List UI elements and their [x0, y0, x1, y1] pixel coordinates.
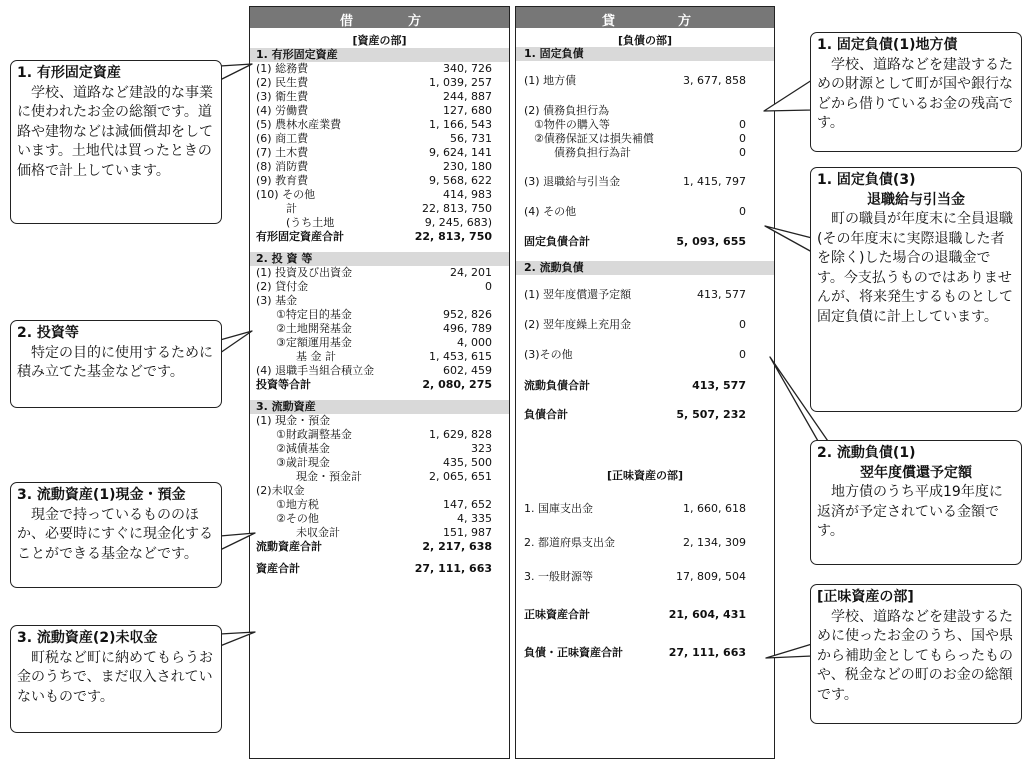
- row-label: 基 金 計: [296, 350, 336, 363]
- row-value: 2, 065, 651: [429, 470, 492, 483]
- row-value: 496, 789: [443, 322, 492, 335]
- row-label: 1. 国庫支出金: [524, 502, 593, 515]
- callout-current-redemption: 2. 流動負債(1) 翌年度償還予定額 地方債のうち平成19年度に返済が予定されている金額です。: [810, 440, 1022, 565]
- row-label: 債務負担行為計: [554, 146, 631, 159]
- row-value: 0: [739, 318, 746, 331]
- row-value: 27, 111, 663: [414, 562, 492, 575]
- row-value: 22, 813, 750: [414, 230, 492, 243]
- row-label: 負債合計: [524, 408, 568, 421]
- row-value: 9, 245, 683): [424, 216, 492, 229]
- row-value: 230, 180: [443, 160, 492, 173]
- row-label: (5) 農林水産業費: [256, 118, 342, 131]
- connector-c5: [764, 80, 812, 111]
- connector-c6: [765, 226, 812, 252]
- row-value: 1, 039, 257: [429, 76, 492, 89]
- row-value: 5, 093, 655: [676, 235, 746, 248]
- row-label: (4) その他: [524, 205, 577, 218]
- row-label: ②その他: [276, 512, 319, 525]
- row-value: 9, 568, 622: [429, 174, 492, 187]
- row-label: 2. 流動負債: [524, 261, 584, 274]
- row-label: (うち土地: [286, 216, 335, 229]
- row-value: 0: [739, 146, 746, 159]
- row-value: 4, 000: [457, 336, 492, 349]
- row-label: (4) 退職手当組合積立金: [256, 364, 375, 377]
- row-value: 5, 507, 232: [676, 408, 746, 421]
- row-value: 3, 677, 858: [683, 74, 746, 87]
- row-value: 2, 080, 275: [422, 378, 492, 391]
- row-value: 435, 500: [443, 456, 492, 469]
- row-label: (3)その他: [524, 348, 573, 361]
- callout-retirement-allowance: 1. 固定負債(3) 退職給与引当金 町の職員が年度末に全員退職(その年度末に実際退職した者を除く)した場合の退職金です。今支払うものではありませんが、将来発生するものとして固定負債に計上しています。: [810, 167, 1022, 412]
- row-label: ③定額運用基金: [276, 336, 352, 349]
- row-value: 0: [739, 118, 746, 131]
- row-value: 952, 826: [443, 308, 492, 321]
- row-value: 127, 680: [443, 104, 492, 117]
- row-value: 244, 887: [443, 90, 492, 103]
- row-value: 413, 577: [692, 379, 746, 392]
- connector-c8: [766, 644, 812, 658]
- row-label: 固定負債合計: [524, 235, 590, 248]
- credit-header-char-2: 方: [678, 14, 692, 29]
- row-value: 1, 453, 615: [429, 350, 492, 363]
- row-label: 未収金計: [296, 526, 340, 539]
- row-label: 2. 都道府県支出金: [524, 536, 615, 549]
- row-value: 414, 983: [443, 188, 492, 201]
- row-label: ②減債基金: [276, 442, 330, 455]
- row-label: (7) 土木費: [256, 146, 309, 159]
- row-label: (9) 教育費: [256, 174, 309, 187]
- connector-c1: [220, 64, 252, 80]
- row-value: 22, 813, 750: [422, 202, 492, 215]
- row-value: 56, 731: [450, 132, 492, 145]
- row-value: 24, 201: [450, 266, 492, 279]
- row-label: 3. 一般財源等: [524, 570, 593, 583]
- row-value: 340, 726: [443, 62, 492, 75]
- row-label: (8) 消防費: [256, 160, 309, 173]
- row-label: ①物件の購入等: [534, 118, 610, 131]
- row-value: 27, 111, 663: [668, 646, 746, 659]
- row-label: (1) 総務費: [256, 62, 309, 75]
- row-value: 0: [739, 348, 746, 361]
- row-label: (2) 債務負担行為: [524, 104, 610, 117]
- row-label: (3) 衛生費: [256, 90, 309, 103]
- row-label: 有形固定資産合計: [256, 230, 344, 243]
- row-value: 151, 987: [443, 526, 492, 539]
- row-value: 2, 134, 309: [683, 536, 746, 549]
- row-label: 1. 固定負債: [524, 47, 584, 60]
- row-label: (1) 翌年度償還予定額: [524, 288, 632, 301]
- row-value: 4, 335: [457, 512, 492, 525]
- row-label: ①財政調整基金: [276, 428, 352, 441]
- debit-header-char-1: 借: [340, 14, 354, 29]
- row-label: 1. 有形固定資産: [256, 48, 338, 61]
- row-label: ①特定目的基金: [276, 308, 352, 321]
- row-value: 21, 604, 431: [668, 608, 746, 621]
- row-value: 9, 624, 141: [429, 146, 492, 159]
- row-value: 1, 166, 543: [429, 118, 492, 131]
- row-value: 1, 415, 797: [683, 175, 746, 188]
- callout-cash-deposits: 3. 流動資産(1)現金・預金 現金で持っているもののほか、必要時にすぐに現金化することができる基金などです。: [10, 482, 222, 588]
- row-value: 0: [485, 280, 492, 293]
- row-value: 147, 652: [443, 498, 492, 511]
- callout-tangible-fixed-assets: 1. 有形固定資産 学校、道路など建設的な事業に使われたお金の総額です。道路や建物などは減価償却をしています。土地代は買ったときの価格で計上しています。: [10, 60, 222, 224]
- row-label: (2) 貸付金: [256, 280, 309, 293]
- row-label: [負債の部]: [617, 34, 673, 47]
- row-value: 602, 459: [443, 364, 492, 377]
- row-label: 流動資産合計: [256, 540, 322, 553]
- row-value: 413, 577: [697, 288, 746, 301]
- row-label: (1) 現金・預金: [256, 414, 331, 427]
- row-label: 負債・正味資産合計: [524, 646, 623, 659]
- row-label: (2) 翌年度繰上充用金: [524, 318, 632, 331]
- row-value: 2, 217, 638: [422, 540, 492, 553]
- row-label: (1) 地方債: [524, 74, 577, 87]
- row-label: 資産合計: [256, 562, 300, 575]
- row-value: 0: [739, 205, 746, 218]
- row-value: 1, 660, 618: [683, 502, 746, 515]
- row-label: 流動負債合計: [524, 379, 590, 392]
- callout-receivables: 3. 流動資産(2)未収金 町税など町に納めてもらうお金のうちで、まだ収入されていないものです。: [10, 625, 222, 733]
- row-label: [正味資産の部]: [606, 469, 684, 482]
- row-value: 0: [739, 132, 746, 145]
- row-value: 1, 629, 828: [429, 428, 492, 441]
- row-label: ③歳計現金: [276, 456, 330, 469]
- row-label: (3) 基金: [256, 294, 298, 307]
- row-label: (2)未収金: [256, 484, 305, 497]
- row-label: 正味資産合計: [524, 608, 590, 621]
- row-value: 323: [471, 442, 492, 455]
- row-label: (3) 退職給与引当金: [524, 175, 621, 188]
- connector-c3: [220, 533, 255, 550]
- row-value: 17, 809, 504: [676, 570, 746, 583]
- row-label: (6) 商工費: [256, 132, 309, 145]
- row-label: (2) 民生費: [256, 76, 309, 89]
- debit-header-char-2: 方: [408, 14, 422, 29]
- callout-local-bonds: 1. 固定負債(1)地方債 学校、道路などを建設するための財源として町が国や銀行などから借りているお金の残高です。: [810, 32, 1022, 152]
- assets-section-title: [資産の部]: [352, 34, 407, 47]
- row-label: ②土地開発基金: [276, 322, 352, 335]
- row-label: ②債務保証又は損失補償: [534, 132, 654, 145]
- row-label: (1) 投資及び出資金: [256, 266, 353, 279]
- row-label: (4) 労働費: [256, 104, 309, 117]
- row-label: (10) その他: [256, 188, 316, 201]
- connector-c4: [220, 632, 255, 646]
- row-label: 2. 投 資 等: [256, 252, 313, 265]
- callout-net-assets: [正味資産の部] 学校、道路などを建設するために使ったお金のうち、国や県から補助金としてもらったものや、税金などの町のお金の総額です。: [810, 584, 1022, 724]
- row-label: 計: [286, 202, 297, 215]
- callout-investments: 2. 投資等 特定の目的に使用するために積み立てた基金などです。: [10, 320, 222, 408]
- row-label: 投資等合計: [256, 378, 311, 391]
- row-label: 3. 流動資産: [256, 400, 316, 413]
- connector-c2: [220, 331, 252, 353]
- row-label: 現金・預金計: [296, 470, 362, 483]
- row-label: ①地方税: [276, 498, 319, 511]
- credit-header-char-1: 貸: [602, 14, 616, 29]
